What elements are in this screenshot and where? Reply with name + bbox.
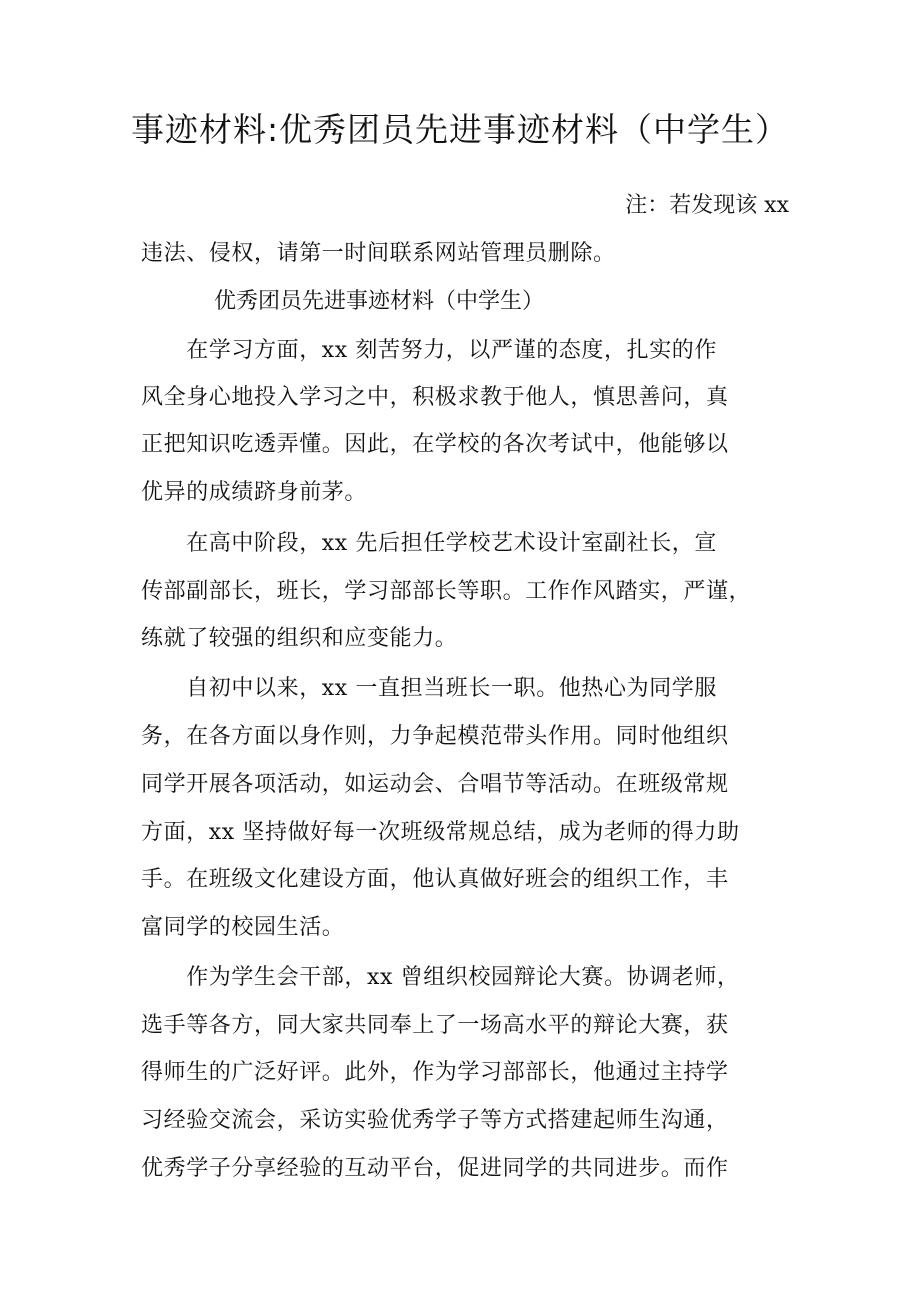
body-line: 在高中阶段，xx 先后担任学校艺术设计室副社长，宣 (141, 531, 718, 556)
disclaimer-note: 注：若发现该 xx (625, 193, 789, 218)
section-subtitle: 优秀团员先进事迹材料（中学生） (214, 289, 545, 314)
body-line: 自初中以来，xx 一直担当班长一职。他热心为同学服 (141, 676, 718, 701)
body-line: 方面，xx 坚持做好每一次班级常规总结，成为老师的得力助 (141, 820, 740, 845)
body-line: 练就了较强的组织和应变能力。 (141, 626, 458, 651)
document-title: 事迹材料:优秀团员先进事迹材料（中学生） (130, 110, 790, 149)
disclaimer-line: 违法、侵权，请第一时间联系网站管理员删除。 (141, 241, 616, 266)
body-line: 富同学的校园生活。 (141, 915, 345, 940)
body-line: 同学开展各项活动，如运动会、合唱节等活动。在班级常规 (141, 772, 729, 797)
body-line: 得师生的广泛好评。此外，作为学习部部长，他通过主持学 (141, 1060, 729, 1085)
body-line: 习经验交流会，采访实验优秀学子等方式搭建起师生沟通， (141, 1108, 729, 1133)
body-line: 风全身心地投入学习之中，积极求教于他人，慎思善问，真 (141, 385, 729, 410)
body-line: 传部副部长，班长，学习部部长等职。工作作风踏实，严谨， (141, 579, 752, 604)
body-line: 手。在班级文化建设方面，他认真做好班会的组织工作，丰 (141, 867, 729, 892)
body-line: 优异的成绩跻身前茅。 (141, 480, 368, 505)
body-line: 优秀学子分享经验的互动平台，促进同学的共同进步。而作 (141, 1156, 729, 1181)
body-line: 作为学生会干部，xx 曾组织校园辩论大赛。协调老师， (141, 965, 740, 990)
body-line: 务，在各方面以身作则，力争起模范带头作用。同时他组织 (141, 724, 729, 749)
body-line: 选手等各方，同大家共同奉上了一场高水平的辩论大赛，获 (141, 1013, 729, 1038)
body-line: 正把知识吃透弄懂。因此，在学校的各次考试中，他能够以 (141, 432, 729, 457)
body-line: 在学习方面，xx 刻苦努力，以严谨的态度，扎实的作 (141, 338, 718, 363)
